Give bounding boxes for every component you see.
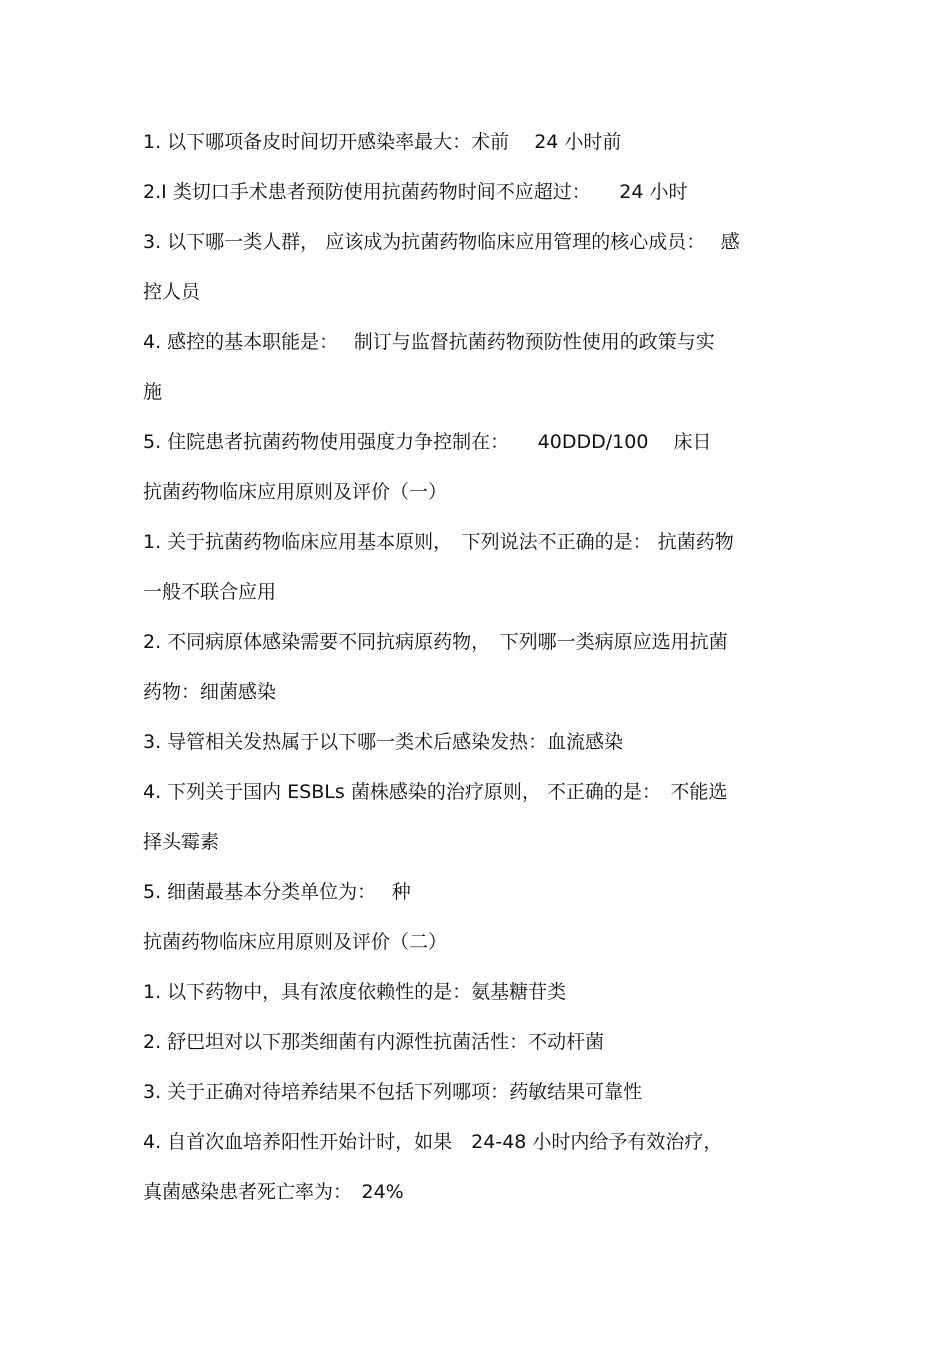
text-line: 4. 感控的基本职能是： 制订与监督抗菌药物预防性使用的政策与实 xyxy=(143,331,715,353)
text-line: 控人员 xyxy=(143,281,201,303)
text-line: 5. 细菌最基本分类单位为： 种 xyxy=(143,881,411,903)
text-line: 施 xyxy=(143,381,163,403)
text-line: 5. 住院患者抗菌药物使用强度力争控制在： 40DDD/100 床日 xyxy=(143,431,712,453)
section-heading: 抗菌药物临床应用原则及评价（二） xyxy=(143,931,448,953)
text-line: 3. 关于正确对待培养结果不包括下列哪项：药敏结果可靠性 xyxy=(143,1081,643,1103)
text-line: 2. 不同病原体感染需要不同抗病原药物， 下列哪一类病原应选用抗菌 xyxy=(143,631,728,653)
text-line: 一般不联合应用 xyxy=(143,581,277,603)
document-body xyxy=(143,117,808,1217)
text-line: 3. 以下哪一类人群， 应该成为抗菌药物临床应用管理的核心成员： 感 xyxy=(143,231,740,253)
text-line: 4. 下列关于国内 ESBLs 菌株感染的治疗原则， 不正确的是： 不能选 xyxy=(143,781,728,803)
text-line: 1. 以下哪项备皮时间切开感染率最大：术前 24 小时前 xyxy=(143,131,622,153)
text-line: 择头霉素 xyxy=(143,831,220,853)
section-heading: 抗菌药物临床应用原则及评价（一） xyxy=(143,481,448,503)
text-line: 1. 关于抗菌药物临床应用基本原则， 下列说法不正确的是： 抗菌药物 xyxy=(143,531,734,553)
text-line: 3. 导管相关发热属于以下哪一类术后感染发热：血流感染 xyxy=(143,731,624,753)
text-line: 1. 以下药物中，具有浓度依赖性的是：氨基糖苷类 xyxy=(143,981,567,1003)
text-line: 2.I 类切口手术患者预防使用抗菌药物时间不应超过： 24 小时 xyxy=(143,181,688,203)
text-line: 真菌感染患者死亡率为： 24% xyxy=(143,1181,404,1203)
text-line: 2. 舒巴坦对以下那类细菌有内源性抗菌活性：不动杆菌 xyxy=(143,1031,605,1053)
text-line: 药物：细菌感染 xyxy=(143,681,277,703)
text-line: 4. 自首次血培养阳性开始计时，如果 24-48 小时内给予有效治疗， xyxy=(143,1131,723,1153)
